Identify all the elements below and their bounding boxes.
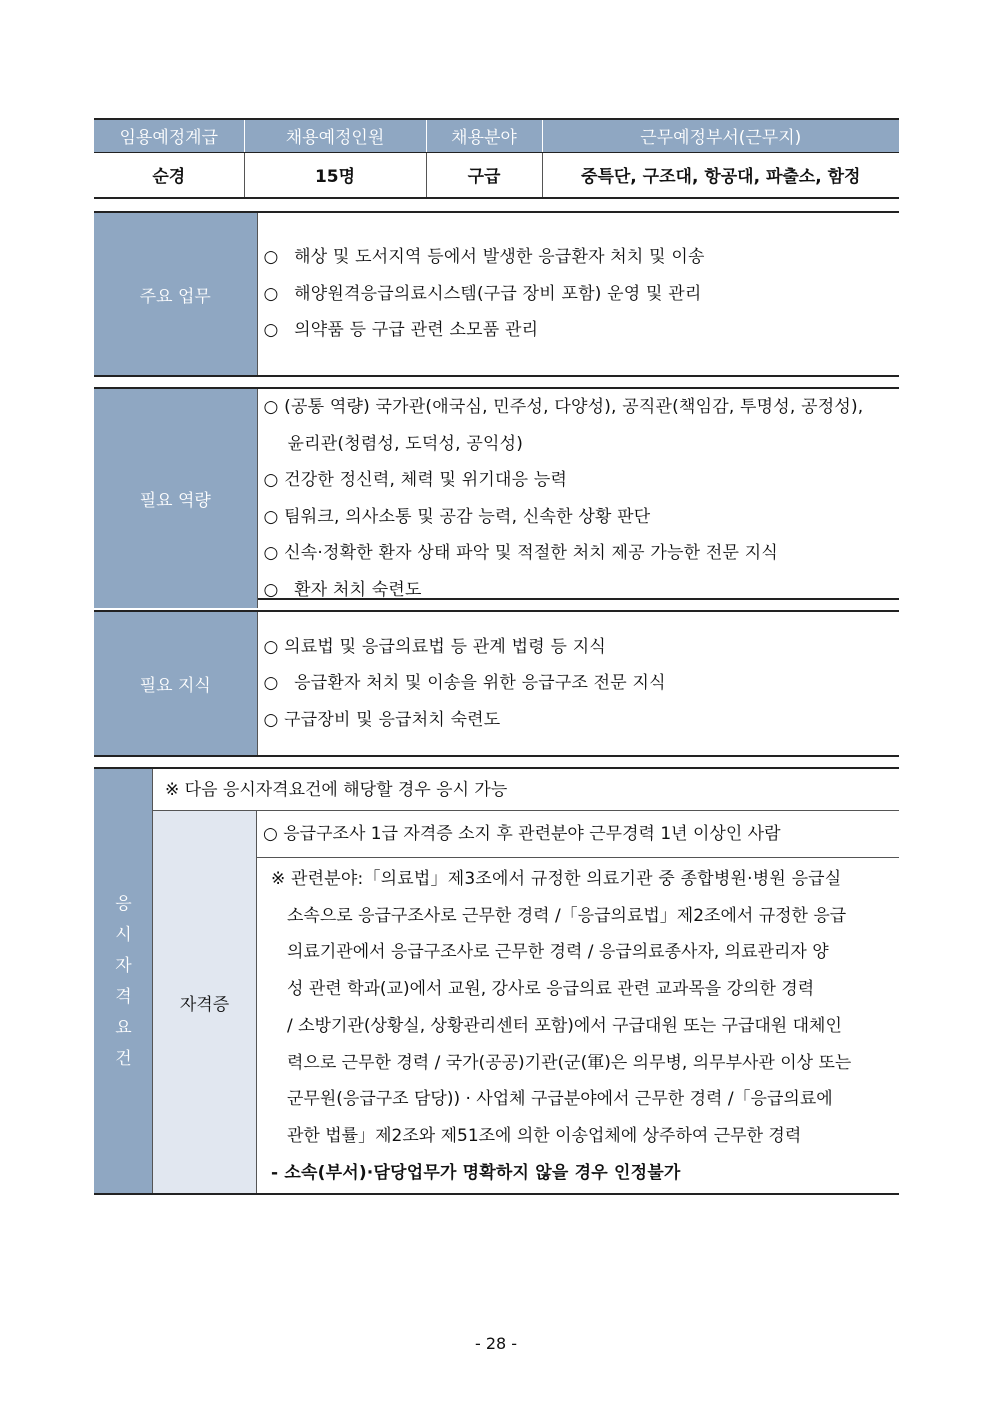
bullet-icon: ○ xyxy=(263,506,279,527)
bullet-icon: ○ xyxy=(263,320,279,341)
competency-item: ○ 신속·정확한 환자 상태 파악 및 적절한 처치 제공 가능한 전문 지식 xyxy=(263,543,778,563)
competencies-section xyxy=(94,387,899,600)
competencies-label: 필요 역량 xyxy=(94,389,257,608)
requirements-section xyxy=(94,767,899,1195)
related-field-line: 군무원(응급구조 담당)) · 사업체 구급분야에서 근무한 경력 /「응급의료에 xyxy=(287,1089,833,1110)
side-label-char: 건 xyxy=(115,1049,132,1069)
not-accepted-note: - 소속(부서)·담당업무가 명확하지 않을 경우 인정불가 xyxy=(271,1162,681,1183)
knowledge-section xyxy=(94,610,899,757)
related-field-line: 력으로 근무한 경력 / 국가(공공)기관(군(軍)은 의무병, 의무부사관 이상 또는 xyxy=(287,1052,852,1073)
side-label-char: 시 xyxy=(115,925,132,945)
competency-item-continued: 윤리관(청렴성, 도덕성, 공익성) xyxy=(287,433,524,454)
certificate-label: 자격증 xyxy=(153,811,257,1193)
recruitment-summary-table xyxy=(94,118,899,199)
side-label-char: 요 xyxy=(115,1018,132,1038)
competency-item: ○ 환자 처치 숙련도 xyxy=(264,572,900,609)
bullet-icon: ○ xyxy=(263,709,279,730)
value-rank: 순경 xyxy=(94,152,244,198)
related-field-lead: ※ 관련분야:「의료법」제3조에서 규정한 의료기관 중 종합병원·병원 응급실 xyxy=(271,869,842,889)
bullet-icon: ○ xyxy=(263,579,279,600)
summary-header-row xyxy=(94,119,899,152)
header-rank: 임용예정계급 xyxy=(94,119,244,152)
related-field-line: / 소방기관(상황실, 상황관리센터 포함)에서 구급대원 또는 구급대원 대체인 xyxy=(287,1015,842,1036)
competencies-content xyxy=(257,389,899,608)
related-field-line: 성 관련 학과(교)에서 교원, 강사로 응급의료 관련 교과목을 강의한 경력 xyxy=(287,979,815,1000)
competency-item: ○ (공통 역량) 국가관(애국심, 민주성, 다양성), 공직관(책임감, 투명성, 공정성), xyxy=(263,397,864,417)
knowledge-label: 필요 지식 xyxy=(94,612,257,755)
certificate-requirement: ○ 응급구조사 1급 자격증 소지 후 관련분야 근무경력 1년 이상인 사람 xyxy=(257,811,899,858)
bullet-icon: ○ xyxy=(263,543,279,563)
summary-value-row xyxy=(94,152,899,198)
value-department: 중특단, 구조대, 항공대, 파출소, 함정 xyxy=(542,152,899,198)
related-field-line: 의료기관에서 응급구조사로 근무한 경력 / 응급의료종사자, 의료관리자 양 xyxy=(287,942,829,963)
bullet-icon: ○ xyxy=(263,247,279,268)
side-label-char: 자 xyxy=(115,956,132,976)
knowledge-content xyxy=(257,612,899,755)
bullet-icon: ○ xyxy=(263,636,279,657)
duties-content xyxy=(257,213,899,375)
header-headcount: 채용예정인원 xyxy=(244,119,426,152)
bullet-icon: ○ xyxy=(263,673,279,694)
value-headcount: 15명 xyxy=(244,152,426,198)
duty-item: ○ 의약품 등 구급 관련 소모품 관리 xyxy=(264,312,900,349)
knowledge-item: ○ 의료법 및 응급의료법 등 관계 법령 등 지식 xyxy=(263,636,606,657)
related-field-line: 소속으로 응급구조사로 근무한 경력 /「응급의료법」제2조에서 규정한 응급 xyxy=(287,905,847,926)
value-field: 구급 xyxy=(426,152,542,198)
duties-label: 주요 업무 xyxy=(94,213,257,375)
requirements-side-label xyxy=(94,769,153,1193)
knowledge-item: ○ 구급장비 및 응급처치 숙련도 xyxy=(263,709,501,730)
bullet-icon: ○ xyxy=(263,397,279,417)
competency-item: ○ 팀워크, 의사소통 및 공감 능력, 신속한 상황 판단 xyxy=(263,506,651,527)
header-department: 근무예정부서(근무지) xyxy=(542,119,899,152)
related-field-note xyxy=(257,858,899,1193)
bullet-icon: ○ xyxy=(263,824,278,844)
header-field: 채용분야 xyxy=(426,119,542,152)
related-field-line: 관한 법률」제2조와 제51조에 의한 이송업체에 상주하여 근무한 경력 xyxy=(287,1125,802,1146)
knowledge-item: ○ 응급환자 처치 및 이송을 위한 응급구조 전문 지식 xyxy=(264,665,900,702)
competency-item: ○ 건강한 정신력, 체력 및 위기대응 능력 xyxy=(263,470,568,490)
side-label-char: 응 xyxy=(115,894,132,914)
side-label-char: 격 xyxy=(115,987,132,1007)
duty-item: ○ 해양원격응급의료시스템(구급 장비 포함) 운영 및 관리 xyxy=(264,276,900,313)
requirements-note: ※ 다음 응시자격요건에 해당할 경우 응시 가능 xyxy=(153,769,899,811)
duties-section xyxy=(94,211,899,377)
duty-item: ○ 해상 및 도서지역 등에서 발생한 응급환자 처치 및 이송 xyxy=(264,239,900,276)
page-number: - 28 - xyxy=(474,1334,518,1353)
bullet-icon: ○ xyxy=(263,283,279,304)
bullet-icon: ○ xyxy=(263,470,279,490)
